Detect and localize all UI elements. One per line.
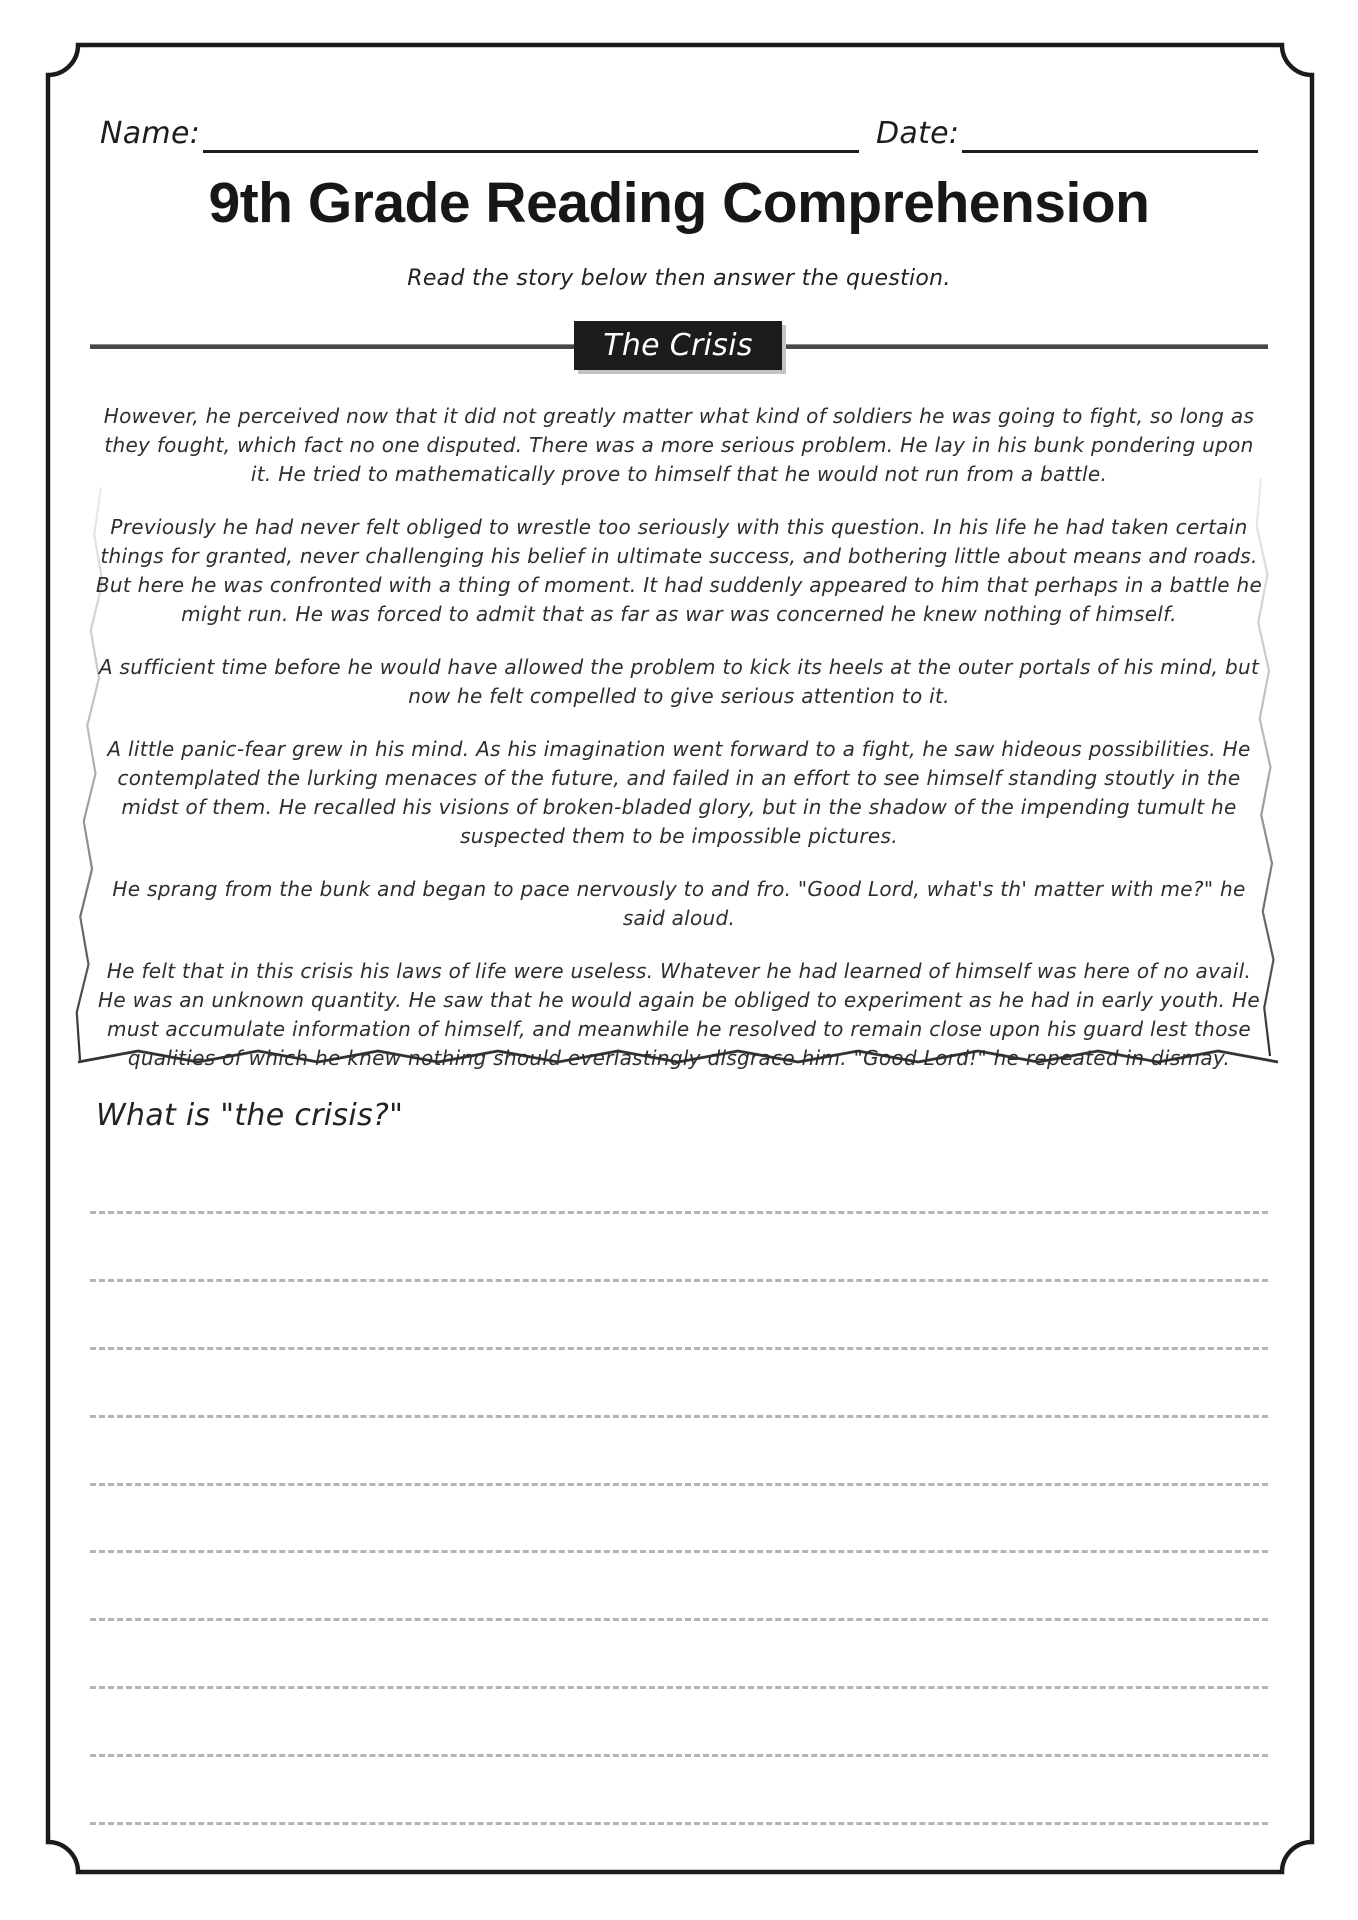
answer-line[interactable]: [90, 1686, 1268, 1689]
answer-line[interactable]: [90, 1618, 1268, 1621]
passage-paragraph: Previously he had never felt obliged to wrestle too seriously with this question. In his life he had taken certain things for granted, never challenging his belief in ultimate success, and bothering little about means and roads. But here he was confronted with a thing of moment. It had suddenly appeared to him that perhaps in a battle he might run. He was forced to admit that as far as war was concerned he knew nothing of himself.: [95, 515, 1263, 626]
name-input-line[interactable]: [203, 150, 859, 153]
question-text: What is "the crisis?": [96, 1098, 404, 1133]
passage-paragraph: A sufficient time before he would have allowed the problem to kick its heels at the outer portals of his mind, but now he felt compelled to give serious attention to it.: [98, 655, 1260, 708]
answer-lines: [90, 1211, 1268, 1825]
answer-line[interactable]: [90, 1483, 1268, 1486]
answer-line[interactable]: [90, 1415, 1268, 1418]
passage-paragraph: He sprang from the bunk and began to pace nervously to and fro. "Good Lord, what's th' matter with me?" he said aloud.: [112, 877, 1246, 930]
passage-title: The Crisis: [603, 327, 753, 363]
passage-paragraphs: [94, 402, 1264, 1097]
date-label: Date:: [876, 116, 960, 151]
passage-paragraph: He felt that in this crisis his laws of life were useless. Whatever he had learned of himself was here of no avail. He was an unknown quantity. He saw that he would again be obliged to experiment as he had in early youth. He must accumulate information of himself, and meanwhile he resolved to remain close upon his guard lest those qualities of which he knew nothing should everlastingly disgrace him. "Good Lord!" he repeated in dismay.: [98, 959, 1260, 1070]
answer-line[interactable]: [90, 1550, 1268, 1553]
instructions-text: Read the story below then answer the question.: [407, 266, 951, 291]
name-label: Name:: [100, 116, 201, 151]
answer-line[interactable]: [90, 1822, 1268, 1825]
passage-title-banner: [574, 321, 782, 370]
answer-line[interactable]: [90, 1754, 1268, 1757]
page-title: 9th Grade Reading Comprehension: [208, 171, 1150, 235]
passage-paragraph: However, he perceived now that it did not greatly matter what kind of soldiers he was going to fight, so long as they fought, which fact no one disputed. There was a more serious problem. He lay in his bunk pondering upon it. He tried to mathematically prove to himself that he would not run from a battle.: [103, 404, 1255, 486]
answer-line[interactable]: [90, 1279, 1268, 1282]
answer-line[interactable]: [90, 1347, 1268, 1350]
passage-paragraph: A little panic-fear grew in his mind. As his imagination went forward to a fight, he saw hideous possibilities. He contemplated the lurking menaces of the future, and failed in an effort to see himself standing stoutly in the midst of them. He recalled his visions of broken-bladed glory, but in the shadow of the impending tumult he suspected them to be impossible pictures.: [107, 737, 1251, 848]
date-input-line[interactable]: [962, 150, 1258, 153]
answer-line[interactable]: [90, 1211, 1268, 1214]
